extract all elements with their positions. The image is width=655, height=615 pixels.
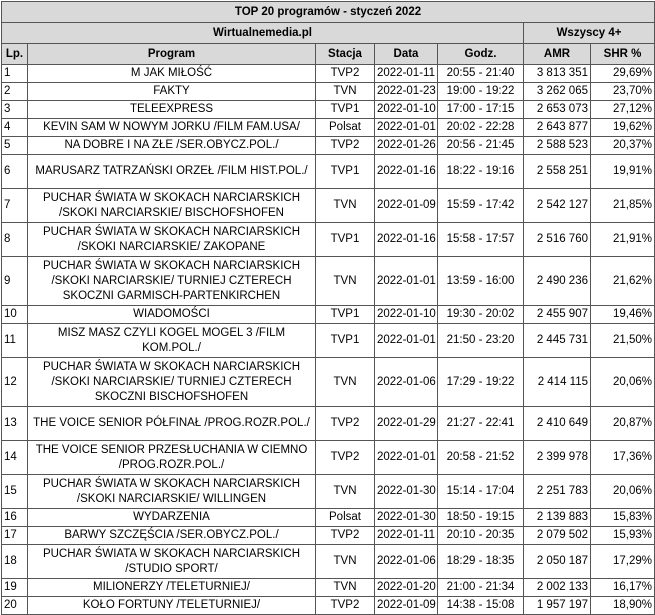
table-row: [2, 306, 655, 324]
cell-data: 2022-01-06: [375, 358, 438, 407]
table-row: [2, 441, 655, 475]
cell-program: WYDARZENIA: [28, 509, 316, 527]
cell-program: KOŁO FORTUNY /TELETURNIEJ/: [28, 597, 316, 615]
cell-data: 2022-01-20: [375, 579, 438, 597]
table-row: [2, 597, 655, 615]
cell-amr: 2 490 236: [524, 257, 591, 306]
cell-program: PUCHAR ŚWIATA W SKOKACH NARCIARSKICH /STUDIO SPORT/: [28, 545, 316, 579]
cell-shr: 16,17%: [591, 579, 655, 597]
cell-lp: 13: [2, 407, 28, 441]
cell-shr: 20,87%: [591, 407, 655, 441]
cell-shr: 18,90%: [591, 597, 655, 615]
cell-lp: 2: [2, 83, 28, 101]
cell-amr: 2 410 649: [524, 407, 591, 441]
table-row: [2, 407, 655, 441]
cell-shr: 20,37%: [591, 137, 655, 155]
cell-stacja: TVN: [316, 257, 375, 306]
header-row-columns: [2, 44, 655, 65]
table-source: Wirtualnemedia.pl: [2, 23, 524, 44]
table-row: [2, 189, 655, 223]
cell-lp: 10: [2, 306, 28, 324]
table-row: [2, 358, 655, 407]
table-row: [2, 83, 655, 101]
cell-data: 2022-01-30: [375, 475, 438, 509]
cell-amr: 1 957 197: [524, 597, 591, 615]
cell-lp: 7: [2, 189, 28, 223]
cell-amr: 2 643 877: [524, 119, 591, 137]
table-row: [2, 101, 655, 119]
cell-program: PUCHAR ŚWIATA W SKOKACH NARCIARSKICH /SKOKI NARCIARSKIE/ TURNIEJ CZTERECH SKOCZNI BISCHOFSHOFEN: [28, 358, 316, 407]
header-row-source: [2, 23, 655, 44]
cell-lp: 4: [2, 119, 28, 137]
cell-data: 2022-01-09: [375, 189, 438, 223]
cell-lp: 19: [2, 579, 28, 597]
cell-program: PUCHAR ŚWIATA W SKOKACH NARCIARSKICH /SKOKI NARCIARSKIE/ WILLINGEN: [28, 475, 316, 509]
cell-godz: 15:58 - 17:57: [438, 223, 524, 257]
cell-stacja: TVN: [316, 475, 375, 509]
table-title: TOP 20 programów - styczeń 2022: [2, 2, 655, 23]
cell-amr: 2 445 731: [524, 324, 591, 358]
col-header-amr: AMR: [524, 44, 591, 65]
cell-amr: 2 588 523: [524, 137, 591, 155]
cell-data: 2022-01-11: [375, 65, 438, 83]
cell-godz: 19:00 - 19:22: [438, 83, 524, 101]
cell-data: 2022-01-09: [375, 597, 438, 615]
col-header-lp: Lp.: [2, 44, 28, 65]
cell-stacja: TVP1: [316, 155, 375, 189]
table-row: [2, 475, 655, 509]
cell-lp: 17: [2, 527, 28, 545]
cell-program: THE VOICE SENIOR PÓŁFINAŁ /PROG.ROZR.POL./: [28, 407, 316, 441]
cell-godz: 15:14 - 17:04: [438, 475, 524, 509]
cell-amr: 2 050 187: [524, 545, 591, 579]
cell-godz: 14:38 - 15:08: [438, 597, 524, 615]
cell-godz: 20:02 - 22:28: [438, 119, 524, 137]
cell-godz: 21:27 - 22:41: [438, 407, 524, 441]
cell-amr: 2 414 115: [524, 358, 591, 407]
cell-data: 2022-01-01: [375, 119, 438, 137]
table-row: [2, 257, 655, 306]
cell-amr: 2 399 978: [524, 441, 591, 475]
cell-stacja: TVP1: [316, 306, 375, 324]
table-row: [2, 137, 655, 155]
cell-godz: 18:29 - 18:35: [438, 545, 524, 579]
table-row: [2, 527, 655, 545]
cell-shr: 21,91%: [591, 223, 655, 257]
cell-lp: 12: [2, 358, 28, 407]
cell-lp: 15: [2, 475, 28, 509]
col-header-stacja: Stacja: [316, 44, 375, 65]
cell-data: 2022-01-30: [375, 509, 438, 527]
cell-amr: 2 653 073: [524, 101, 591, 119]
cell-program: M JAK MIŁOŚĆ: [28, 65, 316, 83]
cell-godz: 18:22 - 19:16: [438, 155, 524, 189]
cell-shr: 15,93%: [591, 527, 655, 545]
cell-godz: 21:00 - 21:34: [438, 579, 524, 597]
cell-data: 2022-01-06: [375, 545, 438, 579]
table-row: [2, 223, 655, 257]
cell-lp: 5: [2, 137, 28, 155]
col-header-shr: SHR %: [591, 44, 655, 65]
cell-lp: 14: [2, 441, 28, 475]
cell-amr: 2 455 907: [524, 306, 591, 324]
table-body: [2, 65, 655, 615]
cell-program: FAKTY: [28, 83, 316, 101]
cell-lp: 11: [2, 324, 28, 358]
cell-program: MISZ MASZ CZYLI KOGEL MOGEL 3 /FILM KOM.POL./: [28, 324, 316, 358]
cell-shr: 21,85%: [591, 189, 655, 223]
cell-amr: 2 139 883: [524, 509, 591, 527]
cell-program: KEVIN SAM W NOWYM JORKU /FILM FAM.USA/: [28, 119, 316, 137]
cell-shr: 23,70%: [591, 83, 655, 101]
col-header-data: Data: [375, 44, 438, 65]
cell-data: 2022-01-29: [375, 407, 438, 441]
cell-stacja: TVP1: [316, 223, 375, 257]
cell-stacja: Polsat: [316, 119, 375, 137]
cell-program: TELEEXPRESS: [28, 101, 316, 119]
cell-lp: 6: [2, 155, 28, 189]
cell-data: 2022-01-01: [375, 257, 438, 306]
col-header-program: Program: [28, 44, 316, 65]
cell-data: 2022-01-16: [375, 223, 438, 257]
cell-stacja: TVN: [316, 189, 375, 223]
cell-stacja: TVN: [316, 579, 375, 597]
cell-godz: 21:50 - 23:20: [438, 324, 524, 358]
cell-program: PUCHAR ŚWIATA W SKOKACH NARCIARSKICH /SKOKI NARCIARSKIE/ TURNIEJ CZTERECH SKOCZNI GARMISCH-PARTENKIRCHEN: [28, 257, 316, 306]
cell-godz: 15:59 - 17:42: [438, 189, 524, 223]
cell-program: THE VOICE SENIOR PRZESŁUCHANIA W CIEMNO /PROG.ROZR.POL./: [28, 441, 316, 475]
cell-stacja: TVP2: [316, 527, 375, 545]
cell-program: PUCHAR ŚWIATA W SKOKACH NARCIARSKICH /SKOKI NARCIARSKIE/ BISCHOFSHOFEN: [28, 189, 316, 223]
cell-stacja: TVP2: [316, 137, 375, 155]
cell-stacja: TVP2: [316, 65, 375, 83]
cell-data: 2022-01-26: [375, 137, 438, 155]
cell-amr: 2 251 783: [524, 475, 591, 509]
cell-program: BARWY SZCZĘŚCIA /SER.OBYCZ.POL./: [28, 527, 316, 545]
cell-program: MILIONERZY /TELETURNIEJ/: [28, 579, 316, 597]
ranking-table: [1, 1, 655, 615]
cell-stacja: TVN: [316, 545, 375, 579]
cell-godz: 13:59 - 16:00: [438, 257, 524, 306]
cell-data: 2022-01-16: [375, 155, 438, 189]
cell-godz: 17:00 - 17:15: [438, 101, 524, 119]
cell-amr: 2 542 127: [524, 189, 591, 223]
cell-stacja: TVP2: [316, 441, 375, 475]
cell-stacja: TVN: [316, 358, 375, 407]
cell-godz: 18:50 - 19:15: [438, 509, 524, 527]
cell-amr: 2 002 133: [524, 579, 591, 597]
cell-stacja: Polsat: [316, 509, 375, 527]
cell-shr: 19,46%: [591, 306, 655, 324]
cell-data: 2022-01-10: [375, 101, 438, 119]
cell-stacja: TVP2: [316, 407, 375, 441]
cell-lp: 20: [2, 597, 28, 615]
cell-lp: 8: [2, 223, 28, 257]
table-row: [2, 579, 655, 597]
table-row: [2, 155, 655, 189]
col-header-godz: Godz.: [438, 44, 524, 65]
cell-shr: 20,06%: [591, 475, 655, 509]
cell-lp: 16: [2, 509, 28, 527]
cell-shr: 20,06%: [591, 358, 655, 407]
cell-stacja: TVP2: [316, 597, 375, 615]
cell-lp: 3: [2, 101, 28, 119]
cell-shr: 17,36%: [591, 441, 655, 475]
cell-shr: 19,62%: [591, 119, 655, 137]
cell-amr: 2 558 251: [524, 155, 591, 189]
cell-stacja: TVP1: [316, 101, 375, 119]
cell-lp: 9: [2, 257, 28, 306]
cell-lp: 1: [2, 65, 28, 83]
cell-lp: 18: [2, 545, 28, 579]
cell-data: 2022-01-11: [375, 527, 438, 545]
cell-godz: 20:58 - 21:52: [438, 441, 524, 475]
cell-shr: 27,12%: [591, 101, 655, 119]
table-row: [2, 65, 655, 83]
cell-godz: 17:29 - 19:22: [438, 358, 524, 407]
table-row: [2, 324, 655, 358]
cell-program: NA DOBRE I NA ZŁE /SER.OBYCZ.POL./: [28, 137, 316, 155]
cell-data: 2022-01-10: [375, 306, 438, 324]
cell-shr: 17,29%: [591, 545, 655, 579]
table-row: [2, 509, 655, 527]
cell-program: WIADOMOŚCI: [28, 306, 316, 324]
cell-amr: 2 516 760: [524, 223, 591, 257]
cell-data: 2022-01-01: [375, 441, 438, 475]
cell-shr: 15,83%: [591, 509, 655, 527]
cell-shr: 21,50%: [591, 324, 655, 358]
cell-data: 2022-01-01: [375, 324, 438, 358]
cell-godz: 19:30 - 20:02: [438, 306, 524, 324]
cell-data: 2022-01-23: [375, 83, 438, 101]
cell-amr: 2 079 502: [524, 527, 591, 545]
cell-godz: 20:55 - 21:40: [438, 65, 524, 83]
cell-program: MARUSARZ TATRZAŃSKI ORZEŁ /FILM HIST.POL./: [28, 155, 316, 189]
cell-program: PUCHAR ŚWIATA W SKOKACH NARCIARSKICH /SKOKI NARCIARSKIE/ ZAKOPANE: [28, 223, 316, 257]
table-row: [2, 119, 655, 137]
audience-group-label: Wszyscy 4+: [524, 23, 655, 44]
cell-stacja: TVN: [316, 83, 375, 101]
cell-amr: 3 262 065: [524, 83, 591, 101]
cell-godz: 20:56 - 21:45: [438, 137, 524, 155]
cell-shr: 19,91%: [591, 155, 655, 189]
cell-shr: 29,69%: [591, 65, 655, 83]
cell-stacja: TVP1: [316, 324, 375, 358]
cell-godz: 20:10 - 20:35: [438, 527, 524, 545]
table-row: [2, 545, 655, 579]
header-row-title: [2, 2, 655, 23]
cell-shr: 21,62%: [591, 257, 655, 306]
cell-amr: 3 813 351: [524, 65, 591, 83]
